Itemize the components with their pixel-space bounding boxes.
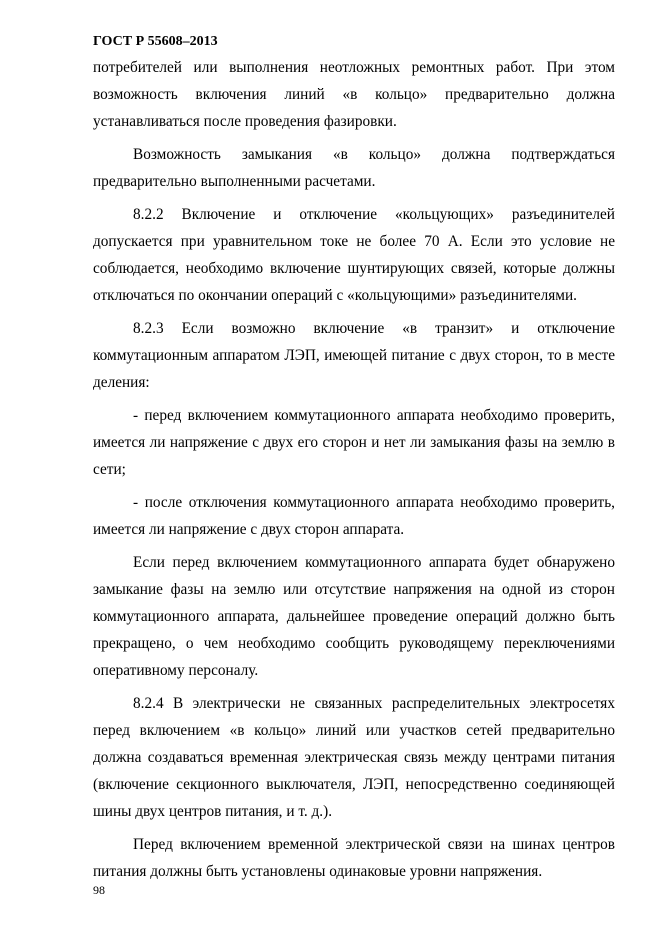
document-body xyxy=(93,54,615,891)
paragraph-8-2-3: 8.2.3 Если возможно включение «в транзит» и отключение коммутационным аппаратом ЛЭП, имеющей питание с двух сторон, то в месте деления: xyxy=(93,320,615,391)
paragraph-ring-closure: Возможность замыкания «в кольцо» должна подтверждаться предварительно выполненными расчетами. xyxy=(93,146,615,190)
page-number: 98 xyxy=(93,883,105,897)
paragraph-8-2-2: 8.2.2 Включение и отключение «кольцующих» разъединителей допускается при уравнительном токе не более 70 А. Если это условие не соблюдается, необходимо включение шунтирующих связей, которые должны отключаться по окончании операций с «кольцующими» разъединителями. xyxy=(93,206,615,304)
paragraph-voltage-levels: Перед включением временной электрической связи на шинах центров питания должны быть установлены одинаковые уровни напряжения. xyxy=(93,836,615,880)
document-header: ГОСТ Р 55608–2013 xyxy=(93,34,218,49)
list-item-after-switching: - после отключения коммутационного аппарата необходимо проверить, имеется ли напряжение с двух сторон аппарата. xyxy=(93,494,615,538)
paragraph-8-2-4: 8.2.4 В электрически не связанных распределительных электросетях перед включением «в кольцо» линий или участков сетей предварительно должна создаваться временная электрическая связь между центрами питания (включение секционного выключателя, ЛЭП, непосредственно соединяющей шины двух центров питания, и т. д.). xyxy=(93,695,615,820)
paragraph-fault-detected: Если перед включением коммутационного аппарата будет обнаружено замыкание фазы на землю или отсутствие напряжения на одной из сторон коммутационного аппарата, дальнейшее проведение операций должно быть прекращено, о чем необходимо сообщить руководящему переключениями оперативному персоналу. xyxy=(93,554,615,679)
list-item-before-switching: - перед включением коммутационного аппарата необходимо проверить, имеется ли напряжение с двух его сторон и нет ли замыкания фазы на землю в сети; xyxy=(93,407,615,478)
paragraph-continuation: потребителей или выполнения неотложных ремонтных работ. При этом возможность включения линий «в кольцо» предварительно должна устанавливаться после проведения фазировки. xyxy=(93,59,615,130)
